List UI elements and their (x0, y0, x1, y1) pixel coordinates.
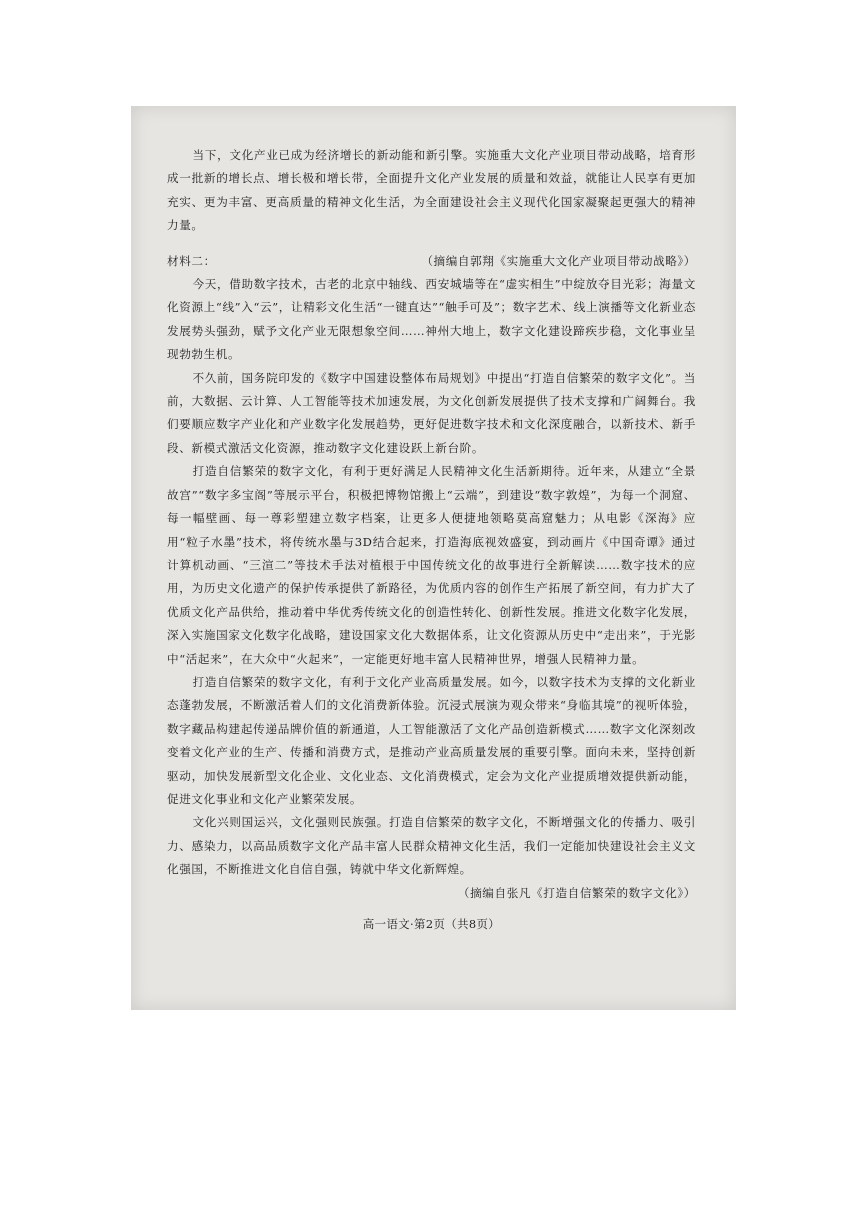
source-citation-2: （摘编自张凡《打造自信繁荣的数字文化》） (457, 885, 696, 900)
intro-paragraph: 当下，文化产业已成为经济增长的新动能和新引擎。实施重大文化产业项目带动战略，培育形成一批新的增长点、增长极和增长带，全面提升文化产业发展的质量和效益，就能让人民享有更加充实、更为丰富、更高质量的精神文化生活，为全面建设社会主义现代化国家凝聚起更强大的精神力量。 (167, 148, 696, 233)
paragraph-1: 今天，借助数字技术，古老的北京中轴线、西安城墙等在“虚实相生”中绽放夺目光彩；海量文化资源上“线”入“云”，让精彩文化生活“一键直达”“触手可及”；数字艺术、线上演播等文化新业态发展势头强劲，赋予文化产业无限想象空间……神州大地上，数字文化建设蹄疾步稳，文化事业呈现勃勃生机。 (167, 277, 696, 362)
material-two-heading-row (167, 250, 696, 273)
paragraph-2: 不久前，国务院印发的《数字中国建设整体布局规划》中提出“打造自信繁荣的数字文化”。当前，大数据、云计算、人工智能等技术加速发展，为文化创新发展提供了技术支撑和广阔舞台。我们要顺应数字产业化和产业数字化发展趋势，更好促进数字技术和文化深度融合，以新技术、新手段、新模式激活文化资源，推动数字文化建设跃上新台阶。 (167, 370, 696, 455)
material-two-label: 材料二： (167, 253, 216, 268)
paragraph-5: 文化兴则国运兴，文化强则民族强。打造自信繁荣的数字文化，不断增强文化的传播力、吸引力、感染力，以高品质数字文化产品丰富人民群众精神文化生活，我们一定能加快建设社会主义文化强国，不断推进文化自信自强，铸就中华文化新辉煌。 (167, 815, 696, 877)
scanned-page (131, 106, 736, 1010)
source-citation-1: （摘编自郭翔《实施重大文化产业项目带动战略》） (421, 253, 696, 268)
paragraph-3: 打造自信繁荣的数字文化，有利于更好满足人民精神文化生活新期待。近年来，从建立“全景故宫”“数字多宝阁”等展示平台，积极把博物馆搬上“云端”，到建设“数字敦煌”，为每一个洞窟、每一幅壁画、每一尊彩塑建立数字档案，让更多人便捷地领略莫高窟魅力；从电影《深海》应用“粒子水墨”技术，将传统水墨与3D结合起来，打造海底视效盛宴，到动画片《中国奇谭》通过计算机动画、“三渲二”等技术手法对植根于中国传统文化的故事进行全新解读……数字技术的应用，为历史文化遗产的保护传承提供了新路径，为优质内容的创作生产拓展了新空间，有力扩大了优质文化产品供给，推动着中华优秀传统文化的创造性转化、创新性发展。推进文化数字化发展，深入实施国家文化数字化战略，建设国家文化大数据体系，让文化资源从历史中“走出来”，于光影中“活起来”，在大众中“火起来”，一定能更好地丰富人民精神世界，增强人民精神力量。 (167, 464, 696, 666)
page-footer: 高一语文·第2页（共8页） (362, 917, 501, 931)
paragraph-4: 打造自信繁荣的数字文化，有利于文化产业高质量发展。如今，以数字技术为支撑的文化新业态蓬勃发展，不断激活着人们的文化消费新体验。沉浸式展演为观众带来“身临其境”的视听体验，数字藏品构建起传递品牌价值的新通道，人工智能激活了文化产品创造新模式……数字文化深刻改变着文化产业的生产、传播和消费方式，是推动产业高质量发展的重要引擎。面向未来，坚持创新驱动，加快发展新型文化企业、文化业态、文化消费模式，定会为文化产业提质增效提供新动能，促进文化事业和文化产业繁荣发展。 (167, 674, 696, 806)
